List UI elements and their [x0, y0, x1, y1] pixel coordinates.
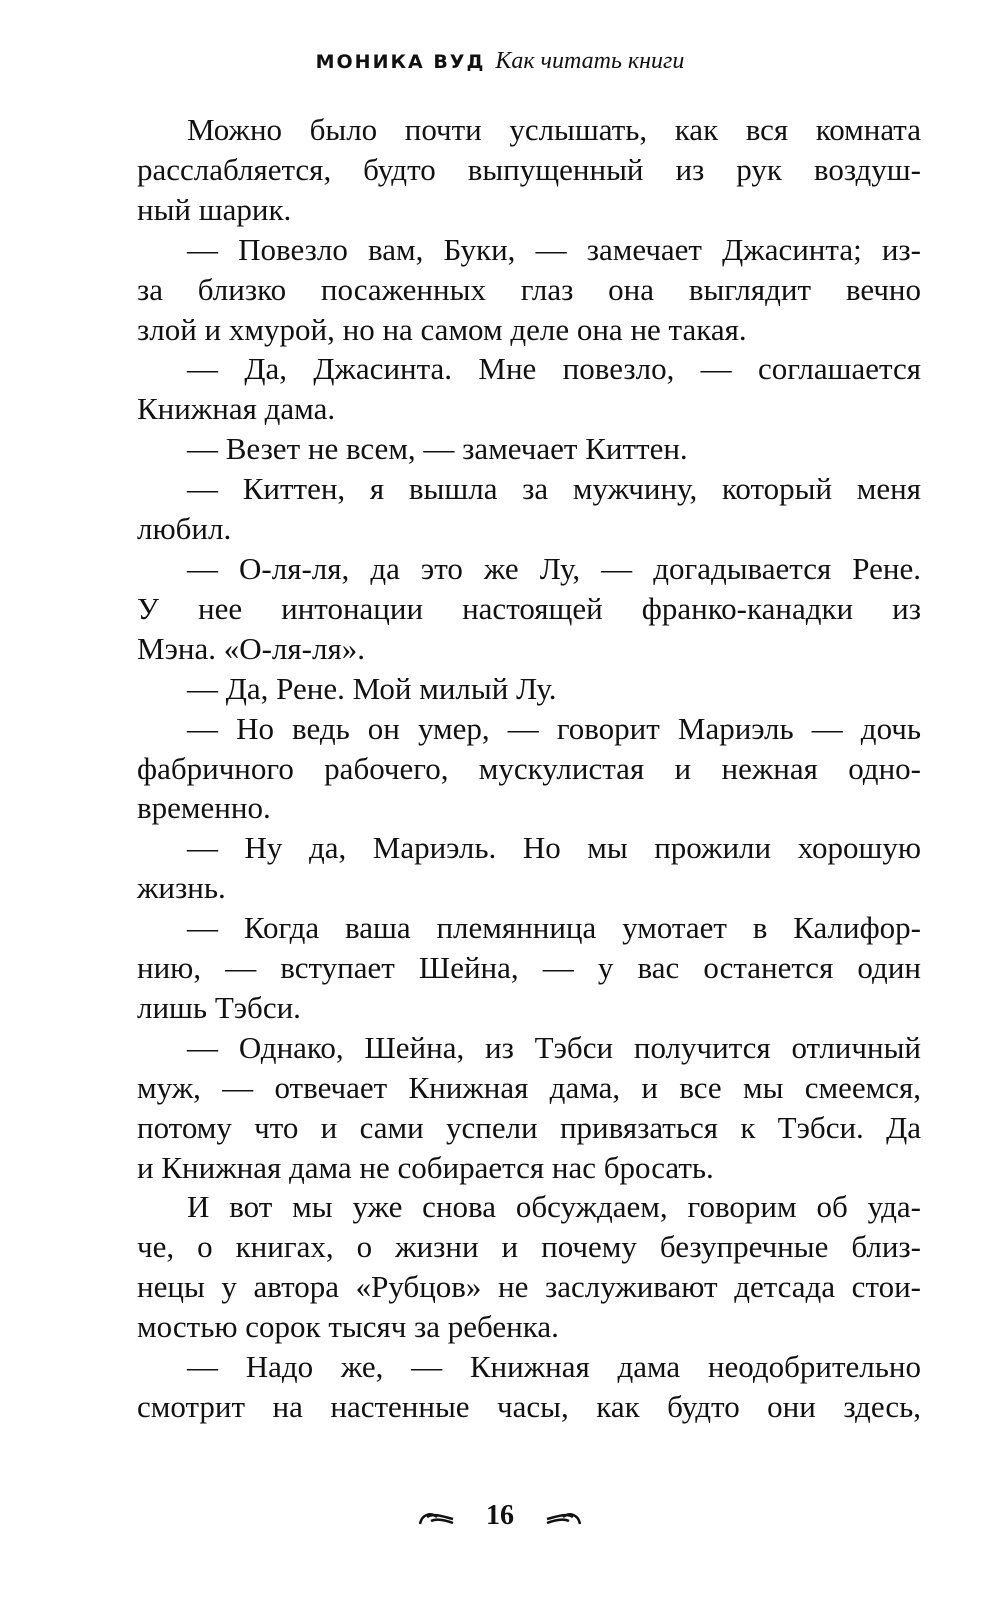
page-footer	[0, 1500, 1000, 1532]
text-line: Книжная дама.	[137, 391, 336, 427]
left-ornament-icon	[417, 1508, 457, 1528]
text-line: Мэна. «О-ля-ля».	[137, 630, 365, 666]
text-line: нецы у автора «Рубцов» не заслуживают детсада стои-	[137, 1269, 921, 1305]
text-line: временно.	[137, 790, 271, 826]
text-line: У нее интонации настоящей франко-канадки из	[137, 590, 921, 626]
text-line: злой и хмурой, но на самом деле она не такая.	[137, 311, 747, 347]
text-line: мостью сорок тысяч за ребенка.	[137, 1309, 559, 1345]
text-line: фабричного рабочего, мускулистая и нежная одно-	[137, 750, 921, 786]
text-line: — Киттен, я вышла за мужчину, который меня	[187, 471, 921, 507]
text-line: — Когда ваша племянница умотает в Калифор-	[187, 910, 921, 946]
text-line: Можно было почти услышать, как вся комната	[187, 112, 921, 147]
text-line: нию, — вступает Шейна, — у вас останется один	[137, 950, 921, 986]
text-line: расслабляется, будто выпущенный из рук воздуш-	[137, 151, 921, 187]
header-author: МОНИКА ВУД	[315, 51, 486, 73]
text-line: лишь Тэбси.	[137, 989, 301, 1025]
text-line: — Однако, Шейна, из Тэбси получится отличный	[187, 1029, 921, 1065]
text-line: за близко посаженных глаз она выглядит вечно	[137, 271, 921, 307]
text-line: — Везет не всем, — замечает Киттен.	[187, 431, 688, 467]
right-ornament-icon	[543, 1508, 583, 1528]
text-line: — Да, Джасинта. Мне повезло, — соглашается	[187, 351, 921, 387]
running-header	[0, 48, 1000, 75]
text-line: ный шарик.	[137, 191, 292, 227]
text-line: — Повезло вам, Буки, — замечает Джасинта; из-	[187, 231, 921, 267]
text-line: жизнь.	[137, 870, 226, 906]
text-line: — О-ля-ля, да это же Лу, — догадывается Рене.	[187, 550, 921, 586]
text-line: муж, — отвечает Книжная дама, и все мы смеемся,	[137, 1069, 921, 1105]
text-line: и Книжная дама не собирается нас бросать.	[137, 1149, 714, 1185]
text-line: — Да, Рене. Мой милый Лу.	[187, 670, 557, 706]
text-line: потому что и сами успели привязаться к Тэбси. Да	[137, 1109, 921, 1145]
text-line: — Надо же, — Книжная дама неодобрительно	[187, 1349, 921, 1385]
text-line: смотрит на настенные часы, как будто они здесь,	[137, 1389, 921, 1424]
text-line: — Но ведь он умер, — говорит Мариэль — дочь	[187, 710, 921, 746]
body-text	[137, 110, 921, 1427]
text-line: любил.	[137, 511, 232, 547]
text-line: — Ну да, Мариэль. Но мы прожили хорошую	[187, 830, 921, 866]
header-book-title: Как читать книги	[495, 48, 685, 74]
page-number: 16	[486, 1500, 514, 1531]
text-line: И вот мы уже снова обсуждаем, говорим об уда-	[187, 1189, 921, 1225]
text-line: че, о книгах, о жизни и почему безупречные близ-	[137, 1229, 921, 1265]
